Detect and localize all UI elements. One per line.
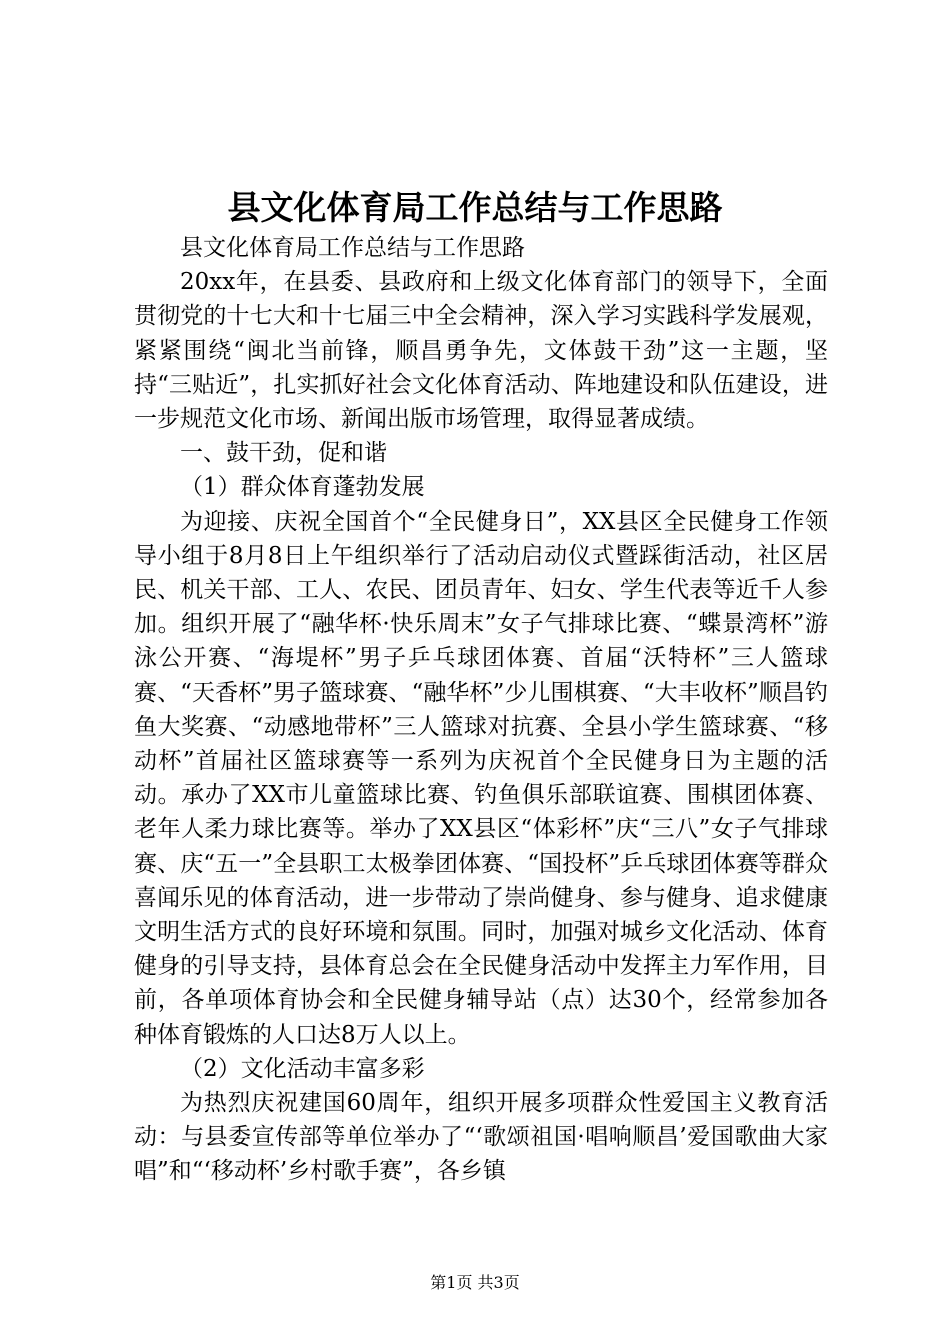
- subsection-heading: （1）群众体育蓬勃发展: [180, 474, 425, 501]
- document-body: [134, 231, 828, 1189]
- subsection-heading: （2）文化活动丰富多彩: [180, 1055, 425, 1082]
- page-footer: 第1页 共3页: [430, 1273, 520, 1292]
- body-paragraph: 为迎接、庆祝全国首个“全民健身日”，XX县区全民健身工作领导小组于8月8日上午组织举行了活动启动仪式暨踩街活动，社区居民、机关干部、工人、农民、团员青年、妇女、学生代表等近千人参加。组织开展了“融华杯·快乐周末”女子气排球比赛、“蝶景湾杯”游泳公开赛、“海堤杯”男子乒乓球团体赛、首届“沃特杯”三人篮球赛、“天香杯”男子篮球赛、“融华杯”少儿围棋赛、“大丰收杯”顺昌钓鱼大奖赛、“动感地带杯”三人篮球对抗赛、全县小学生篮球赛、“移动杯”首届社区篮球赛等一系列为庆祝首个全民健身日为主题的活动。承办了XX市儿童篮球比赛、钓鱼俱乐部联谊赛、围棋团体赛、老年人柔力球比赛等。举办了XX县区“体彩杯”庆“三八”女子气排球赛、庆“五一”全县职工太极拳团体赛、“国投杯”乒乓球团体赛等群众喜闻乐见的体育活动，进一步带动了崇尚健身、参与健身、追求健康文明生活方式的良好环境和氛围。同时，加强对城乡文化活动、体育健身的引导支持，县体育总会在全民健身活动中发挥主力军作用，目前，各单项体育协会和全民健身辅导站（点）达30个，经常参加各种体育锻炼的人口达8万人以上。: [134, 508, 828, 1048]
- body-paragraph: 为热烈庆祝建国60周年，组织开展多项群众性爱国主义教育活动：与县委宣传部等单位举办了“‘歌颂祖国·唱响顺昌’爱国歌曲大家唱”和“‘移动杯’乡村歌手赛”，各乡镇: [134, 1090, 828, 1185]
- body-paragraph: 20xx年，在县委、县政府和上级文化体育部门的领导下，全面贯彻党的十七大和十七届三中全会精神，深入学习实践科学发展观，紧紧围绕“闽北当前锋，顺昌勇争先，文体鼓干劲”这一主题，坚持“三贴近”，扎实抓好社会文化体育活动、阵地建设和队伍建设，进一步规范文化市场、新闻出版市场管理，取得显著成绩。: [134, 269, 828, 433]
- body-paragraph: 县文化体育局工作总结与工作思路: [180, 235, 525, 261]
- document-title: 县文化体育局工作总结与工作思路: [227, 188, 723, 227]
- section-heading: 一、鼓干劲，促和谐: [180, 440, 387, 467]
